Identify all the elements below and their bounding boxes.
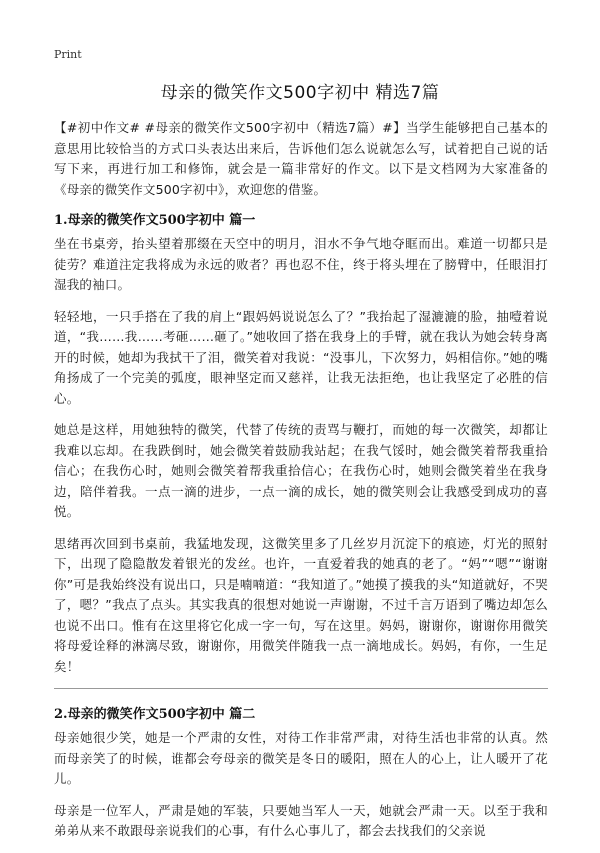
body-paragraph: 母亲是一位军人，严肃是她的军装，只要她当军人一天，她就会严肃一天。以至于我和弟弟从来不敢跟母亲说我们的心事，有什么心事儿了，都会去找我们的父亲说 xyxy=(54,802,548,838)
body-paragraph: 坐在书桌旁，抬头望着那缀在天空中的明月，泪水不争气地夺眶而出。难道一切都只是徒劳？难道注定我将成为永远的败者？再也忍不住，终于将头埋在了膀臂中，任眼泪打湿我的袖口。 xyxy=(54,236,548,292)
section-heading: 1.母亲的微笑作文500字初中 篇一 xyxy=(54,213,256,228)
intro-paragraph: 【#初中作文# #母亲的微笑作文500字初中（精选7篇）#】当学生能够把自己基本的意思用比较恰当的方式口头表达出来后，告诉他们怎么说就怎么写，试着把自己说的话写下来，再进行加工和修饰，就会是一篇非常好的作文。以下是文档网为大家准备的《母亲的微笑作文500字初中》，欢迎您的借鉴。 xyxy=(54,120,548,197)
document-body xyxy=(54,118,548,853)
body-paragraph: 思绪再次回到书桌前，我猛地发现，这微笑里多了几丝岁月沉淀下的痕迹，灯光的照射下，出现了隐隐散发着银光的发丝。也许，一直爱着我的她真的老了。“妈”“嗯”“谢谢你”可是我始终没有说出口，只是喃喃道：“我知道了。”她摸了摸我的头“知道就好，不哭了，嗯？”我点了点头。其实我真的很想对她说一声谢谢，不过千言万语到了嘴边却怎么也说不出口。惟有在这里将它化成一字一句，写在这里。妈妈，谢谢你，谢谢你用微笑将母爱诠释的淋漓尽致，谢谢你，用微笑伴随我一点一滴地成长。妈妈，有你，一生足矣！ xyxy=(54,535,548,674)
section-heading: 2.母亲的微笑作文500字初中 篇二 xyxy=(54,707,256,722)
body-paragraph: 母亲她很少笑，她是一个严肃的女性，对待工作非常严肃，对待生活也非常的认真。然而母亲笑了的时候，谁都会夸母亲的微笑是冬日的暖阳，照在人的心上，让人暖开了花儿。 xyxy=(54,730,548,786)
section-divider xyxy=(54,688,548,689)
print-label[interactable]: Print xyxy=(54,48,82,61)
body-paragraph: 她总是这样，用她独特的微笑，代替了传统的责骂与鞭打，而她的每一次微笑，却都让我难以忘却。在我跌倒时，她会微笑着鼓励我站起；在我气馁时，她会微笑着帮我重拾信心；在我伤心时，她则会微笑着帮我重拾信心；在我伤心时，她则会微笑着坐在我身边，陪伴着我。一点一滴的进步，一点一滴的成长，她的微笑则会让我感受到成功的喜悦。 xyxy=(54,422,548,519)
page-title: 母亲的微笑作文500字初中 精选7篇 xyxy=(160,83,440,103)
body-paragraph: 轻轻地，一只手搭在了我的肩上“跟妈妈说说怎么了？”我抬起了湿漉漉的脸，抽噎着说道，“我……我……考砸……砸了。”她收回了搭在我身上的手臂，就在我认为她会转身离开的时候，她却为我拭干了泪，微笑着对我说：“没事儿，下次努力，妈相信你。”她的嘴角扬成了一个完美的弧度，眼神坚定而又慈祥，让我无法拒绝，也让我坚定了必胜的信心。 xyxy=(54,308,548,406)
